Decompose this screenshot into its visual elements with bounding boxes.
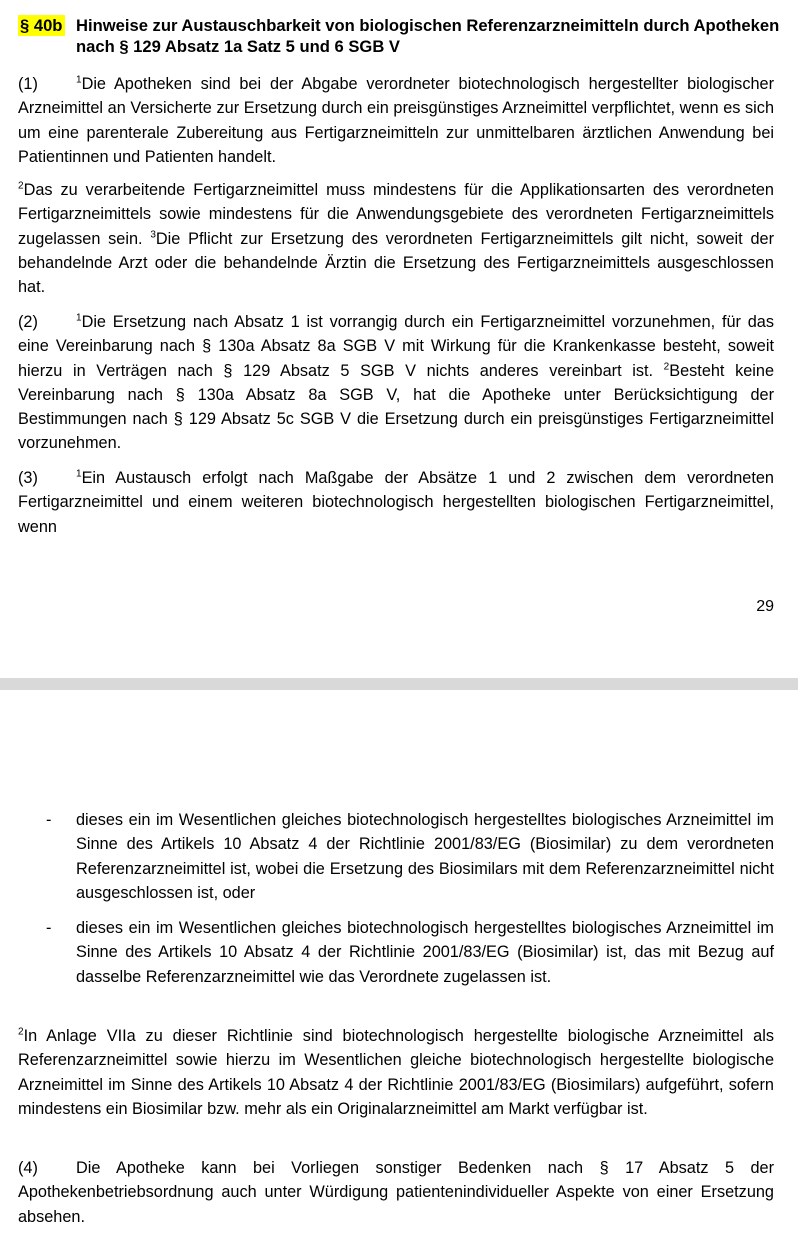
- sentence-text: Die Apotheken sind bei der Abgabe verordneter biotechnologisch hergestellter biologischer Arzneimittel an Versicherte zur Ersetzung durch ein preisgünstiges Arzneimittel verpflichtet, wenn es sich um eine parenterale Zubereitung aus Fertigarzneimitteln zur unmittelbaren ärztlichen Anwendung bei Patientinnen und Patienten handelt.: [18, 75, 774, 166]
- paragraph-label: (4): [18, 1159, 38, 1177]
- list-item: [18, 808, 774, 905]
- sentence-number: 2: [18, 180, 24, 192]
- section-title: Hinweise zur Austauschbarkeit von biologischen Referenzarzneimitteln durch Apotheken nach § 129 Absatz 1a Satz 5 und 6 SGB V: [76, 16, 780, 56]
- sentence-text: Ein Austausch erfolgt nach Maßgabe der Absätze 1 und 2 zwischen dem verordneten Fertigarzneimittel und einem weiteren biotechnologisch hergestellten biologischen Fertigarzneimittel, wenn: [18, 469, 774, 536]
- sentence-number: 1: [76, 74, 82, 86]
- section-heading: [18, 15, 788, 57]
- paragraph-1-continued: [18, 178, 774, 299]
- paragraph-label: (1): [18, 75, 38, 93]
- list-dash: -: [46, 919, 52, 937]
- paragraph-label: (3): [18, 469, 38, 487]
- sentence-number: 2: [18, 1026, 24, 1038]
- sentence-number: 3: [150, 229, 156, 241]
- sentence-text: Das zu verarbeitende Fertigarzneimittel muss mindestens für die Applikationsarten des verordneten Fertigarzneimittels sowie mindestens für die Anwendungsgebiete des verordneten Fertigarzneimittels zugelassen sein.: [18, 181, 774, 248]
- paragraph-label: (2): [18, 313, 38, 331]
- section-number: § 40b: [18, 15, 65, 36]
- sentence-number: 2: [663, 361, 670, 373]
- paragraph-3-continued: [18, 1024, 774, 1121]
- list-item-text: dieses ein im Wesentlichen gleiches biotechnologisch hergestelltes biologisches Arzneimittel im Sinne des Artikels 10 Absatz 4 der Richtlinie 2001/83/EG (Biosimilar) zu dem verordneten Referenzarzneimittel ist, wobei die Ersetzung des Biosimilars mit dem Referenzarzneimittel nicht ausgeschlossen ist, oder: [76, 811, 774, 902]
- paragraph-1: [18, 72, 774, 169]
- sentence-text: In Anlage VIIa zu dieser Richtlinie sind biotechnologisch hergestellte biologische Arzneimittel als Referenzarzneimittel sowie hierzu im Wesentlichen gleiche biotechnologisch hergestellte biologische Arzneimittel im Sinne des Artikels 10 Absatz 4 der Richtlinie 2001/83/EG (Biosimilars) aufgeführt, sofern mindestens ein Biosimilar bzw. mehr als ein Originalarzneimittel am Markt verfügbar ist.: [18, 1027, 774, 1118]
- paragraph-4: [18, 1156, 774, 1229]
- sentence-text: Die Apotheke kann bei Vorliegen sonstiger Bedenken nach § 17 Absatz 5 der Apothekenbetriebsordnung auch unter Würdigung patientenindividueller Aspekte von einer Ersetzung absehen.: [18, 1159, 774, 1226]
- list-dash: -: [46, 811, 52, 829]
- sentence-text: Die Pflicht zur Ersetzung des verordneten Fertigarzneimittels gilt nicht, soweit der behandelnde Arzt oder die behandelnde Ärztin die Ersetzung des Fertigarzneimittels ausgeschlossen hat.: [18, 229, 774, 297]
- sentence-number: 1: [76, 468, 82, 480]
- paragraph-3: [18, 466, 774, 539]
- list-item-text: dieses ein im Wesentlichen gleiches biotechnologisch hergestelltes biologisches Arzneimittel im Sinne des Artikels 10 Absatz 4 der Richtlinie 2001/83/EG (Biosimilar) ist, das mit Bezug auf dasselbe Referenzarzneimittel wie das Verordnete zugelassen ist.: [76, 919, 774, 986]
- list-item: [18, 916, 774, 989]
- sentence-text: Die Ersetzung nach Absatz 1 ist vorrangig durch ein Fertigarzneimittel vorzunehmen, für das eine Vereinbarung nach § 130a Absatz 8a SGB V mit Wirkung für die Krankenkasse besteht, soweit hierzu in Verträgen nach § 129 Absatz 5 SGB V nichts anderes vereinbart ist.: [18, 313, 774, 380]
- paragraph-2: [18, 310, 774, 456]
- page-number: 29: [756, 598, 774, 615]
- page-separator: [0, 678, 798, 690]
- sentence-text: Besteht keine Vereinbarung nach § 130a Absatz 8a SGB V, hat die Apotheke unter Berücksichtigung der Bestimmungen nach § 129 Absatz 5c SGB V die Ersetzung durch ein preisgünstiges Fertigarzneimittel vorzunehmen.: [18, 361, 774, 453]
- sentence-number: 1: [76, 312, 82, 324]
